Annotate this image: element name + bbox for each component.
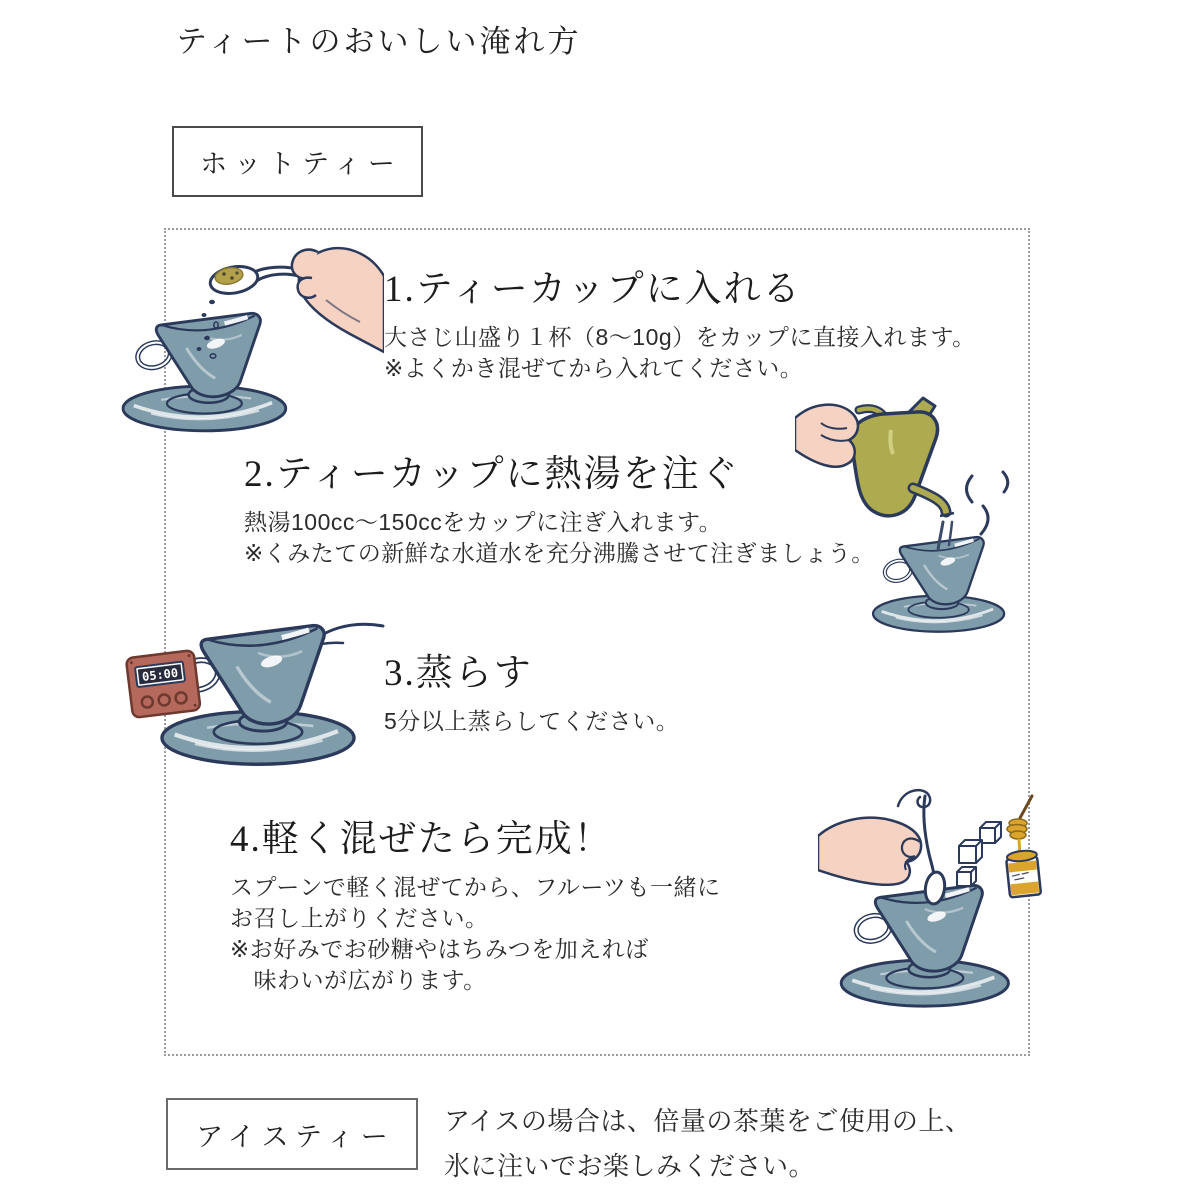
- step3-illustration: [101, 610, 401, 796]
- step-3-heading: 3.蒸らす: [384, 653, 533, 694]
- step-1-body-line1: 大さじ山盛り１杯（8～10g）をカップに直接入れます。: [384, 324, 976, 351]
- teacup-and-saucer-icon: [841, 885, 1008, 1006]
- step-2-body: [244, 507, 875, 569]
- step-3-body: [384, 706, 679, 737]
- step-3-body-line1: 5分以上蒸らしてください。: [384, 708, 680, 735]
- hand-icon: [292, 248, 384, 352]
- iced-tea-label-box: [166, 1098, 418, 1170]
- step-1-body: [384, 322, 976, 384]
- step-4-body-line4: 味わいが広がります。: [230, 967, 487, 994]
- step-4-body-line2: お召し上がりください。: [230, 905, 489, 932]
- step-1-body-line2: ※よくかき混ぜてから入れてください。: [384, 355, 804, 382]
- teacup-and-saucer-icon: [123, 313, 286, 430]
- step-2-body-line2: ※くみたての新鮮な水道水を充分沸騰させて注ぎましょう。: [244, 540, 875, 567]
- step-2-text: [244, 453, 875, 569]
- iced-tea-note: [444, 1099, 971, 1189]
- hot-tea-label-box: [172, 126, 423, 197]
- step-4-body-line1: スプーンで軽く混ぜてから、フルーツも一緒に: [230, 874, 721, 901]
- honey-jar-icon: [1005, 849, 1041, 897]
- hot-tea-label: ホットティー: [200, 149, 402, 179]
- step-2-heading: 2.ティーカップに熱湯を注ぐ: [244, 454, 740, 495]
- step-4-heading: 4.軽く混ぜたら完成！: [230, 819, 613, 860]
- iced-tea-label: アイスティー: [196, 1121, 395, 1152]
- sugar-cubes-icon: [957, 822, 1001, 886]
- step4-illustration: [818, 776, 1078, 1032]
- step1-illustration: [112, 240, 384, 450]
- step-3-text: [384, 652, 679, 737]
- page-title: ティートのおいしい淹れ方: [176, 24, 582, 59]
- iced-tea-note-line2: 氷に注いでお楽しみください。: [444, 1151, 816, 1181]
- iced-tea-note-line1: アイスの場合は、倍量の茶葉をご使用の上、: [444, 1106, 972, 1136]
- kitchen-timer-icon: [126, 650, 201, 718]
- steam-icon: [967, 472, 1008, 534]
- step-4-body-line3: ※お好みでお砂糖やはちみつを加えれば: [230, 936, 649, 963]
- step-1-text: [384, 268, 976, 384]
- spoon-with-tea-leaves-icon: [208, 263, 303, 297]
- step-4-body: [230, 872, 721, 996]
- hand-icon: [818, 818, 921, 885]
- step-1-heading: 1.ティーカップに入れる: [384, 269, 802, 310]
- step-2-body-line1: 熱湯100cc～150ccをカップに注ぎ入れます。: [244, 509, 723, 536]
- timer-display: 05:00: [141, 665, 179, 684]
- step-4-text: [230, 818, 721, 996]
